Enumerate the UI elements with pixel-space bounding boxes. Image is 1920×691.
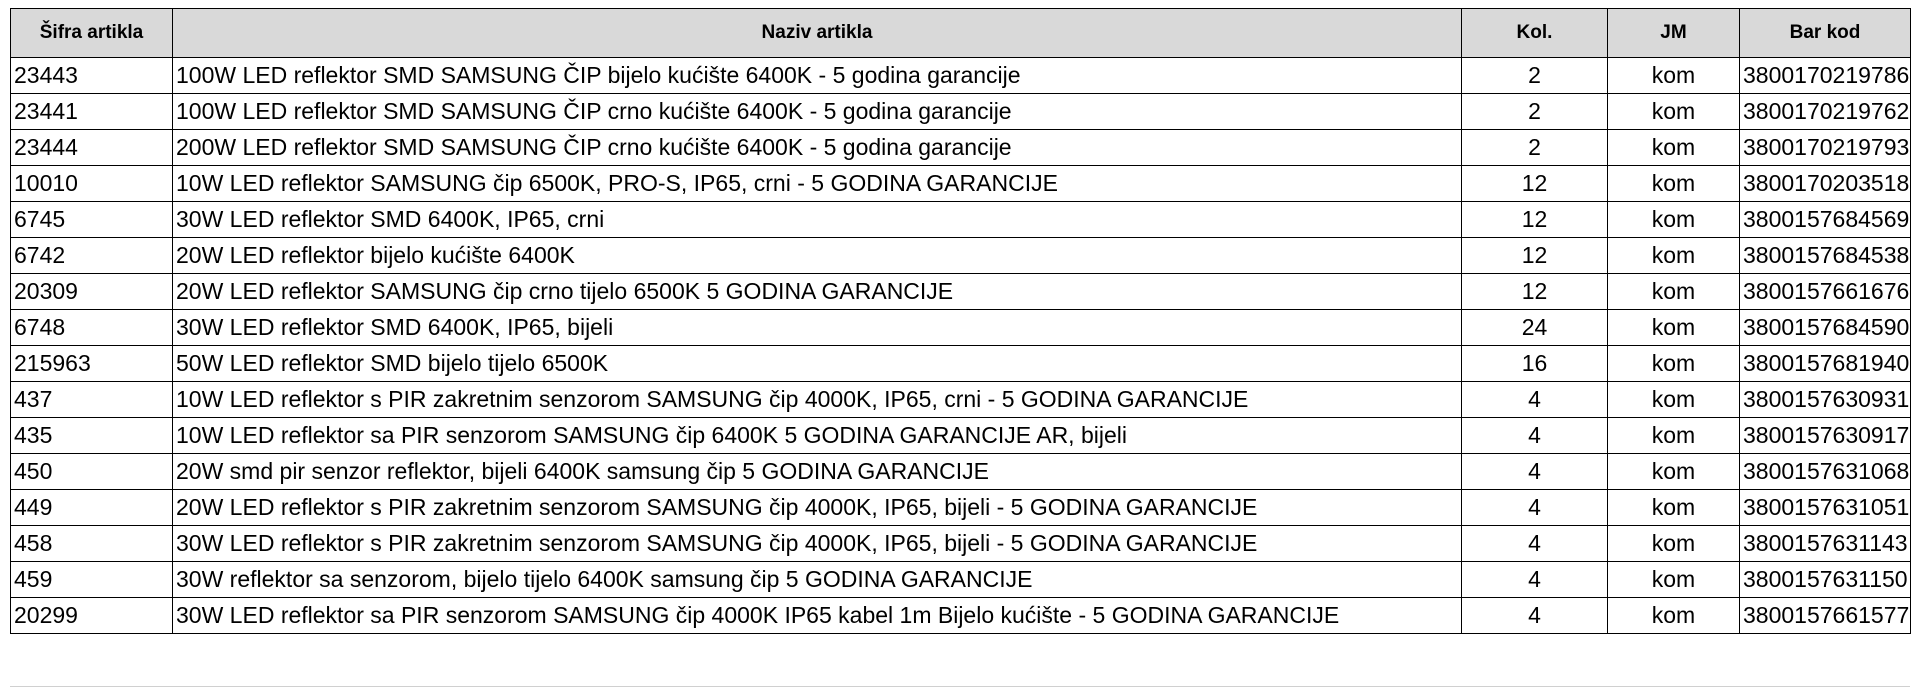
cell-code[interactable]: 435 bbox=[11, 418, 173, 454]
cell-barcode[interactable]: 3800157630931 bbox=[1740, 382, 1911, 418]
articles-table bbox=[10, 8, 1911, 634]
cell-code[interactable]: 459 bbox=[11, 562, 173, 598]
cell-qty[interactable]: 4 bbox=[1462, 418, 1608, 454]
table-row[interactable] bbox=[11, 526, 1911, 562]
header-cell-qty[interactable]: Kol. bbox=[1462, 9, 1608, 58]
cell-barcode[interactable]: 3800170203518 bbox=[1740, 166, 1911, 202]
table-row[interactable] bbox=[11, 274, 1911, 310]
cell-qty[interactable]: 4 bbox=[1462, 526, 1608, 562]
cell-code[interactable]: 449 bbox=[11, 490, 173, 526]
cell-barcode[interactable]: 3800170219793 bbox=[1740, 130, 1911, 166]
cell-name[interactable]: 100W LED reflektor SMD SAMSUNG ČIP bijelo kućište 6400K - 5 godina garancije bbox=[173, 58, 1462, 94]
cell-name[interactable]: 30W LED reflektor sa PIR senzorom SAMSUNG čip 4000K IP65 kabel 1m Bijelo kućište - 5 GODINA GARANCIJE bbox=[173, 598, 1462, 634]
cell-name[interactable]: 20W LED reflektor bijelo kućište 6400K bbox=[173, 238, 1462, 274]
cell-code[interactable]: 6742 bbox=[11, 238, 173, 274]
cell-name[interactable]: 100W LED reflektor SMD SAMSUNG ČIP crno kućište 6400K - 5 godina garancije bbox=[173, 94, 1462, 130]
cell-qty[interactable]: 2 bbox=[1462, 58, 1608, 94]
cell-unit[interactable]: kom bbox=[1608, 454, 1740, 490]
cell-code[interactable]: 23444 bbox=[11, 130, 173, 166]
cell-name[interactable]: 30W LED reflektor SMD 6400K, IP65, crni bbox=[173, 202, 1462, 238]
cell-barcode[interactable]: 3800157631051 bbox=[1740, 490, 1911, 526]
cell-name[interactable]: 30W LED reflektor s PIR zakretnim senzorom SAMSUNG čip 4000K, IP65, bijeli - 5 GODINA GARANCIJE bbox=[173, 526, 1462, 562]
cell-unit[interactable]: kom bbox=[1608, 418, 1740, 454]
cell-code[interactable]: 10010 bbox=[11, 166, 173, 202]
cell-code[interactable]: 458 bbox=[11, 526, 173, 562]
cell-code[interactable]: 6745 bbox=[11, 202, 173, 238]
cell-code[interactable]: 437 bbox=[11, 382, 173, 418]
cell-barcode[interactable]: 3800170219786 bbox=[1740, 58, 1911, 94]
table-row[interactable] bbox=[11, 598, 1911, 634]
cell-qty[interactable]: 24 bbox=[1462, 310, 1608, 346]
table-row[interactable] bbox=[11, 130, 1911, 166]
cell-barcode[interactable]: 3800157684569 bbox=[1740, 202, 1911, 238]
cell-qty[interactable]: 4 bbox=[1462, 454, 1608, 490]
cell-name[interactable]: 10W LED reflektor sa PIR senzorom SAMSUNG čip 6400K 5 GODINA GARANCIJE AR, bijeli bbox=[173, 418, 1462, 454]
cell-unit[interactable]: kom bbox=[1608, 130, 1740, 166]
cell-qty[interactable]: 4 bbox=[1462, 598, 1608, 634]
cell-code[interactable]: 20299 bbox=[11, 598, 173, 634]
header-cell-name[interactable]: Naziv artikla bbox=[173, 9, 1462, 58]
header-cell-unit[interactable]: JM bbox=[1608, 9, 1740, 58]
table-body bbox=[11, 58, 1911, 634]
table-row[interactable] bbox=[11, 310, 1911, 346]
table-row[interactable] bbox=[11, 490, 1911, 526]
cell-code[interactable]: 23441 bbox=[11, 94, 173, 130]
cell-code[interactable]: 23443 bbox=[11, 58, 173, 94]
cell-barcode[interactable]: 3800157684538 bbox=[1740, 238, 1911, 274]
cell-barcode[interactable]: 3800170219762 bbox=[1740, 94, 1911, 130]
cell-name[interactable]: 10W LED reflektor s PIR zakretnim senzorom SAMSUNG čip 4000K, IP65, crni - 5 GODINA GARANCIJE bbox=[173, 382, 1462, 418]
cell-name[interactable]: 20W smd pir senzor reflektor, bijeli 6400K samsung čip 5 GODINA GARANCIJE bbox=[173, 454, 1462, 490]
cell-unit[interactable]: kom bbox=[1608, 310, 1740, 346]
cell-code[interactable]: 215963 bbox=[11, 346, 173, 382]
cell-name[interactable]: 10W LED reflektor SAMSUNG čip 6500K, PRO-S, IP65, crni - 5 GODINA GARANCIJE bbox=[173, 166, 1462, 202]
cell-barcode[interactable]: 3800157661577 bbox=[1740, 598, 1911, 634]
table-row[interactable] bbox=[11, 382, 1911, 418]
cell-unit[interactable]: kom bbox=[1608, 598, 1740, 634]
cell-unit[interactable]: kom bbox=[1608, 526, 1740, 562]
cell-code[interactable]: 20309 bbox=[11, 274, 173, 310]
cell-unit[interactable]: kom bbox=[1608, 166, 1740, 202]
cell-barcode[interactable]: 3800157684590 bbox=[1740, 310, 1911, 346]
header-row bbox=[11, 9, 1911, 58]
cell-unit[interactable]: kom bbox=[1608, 562, 1740, 598]
cell-qty[interactable]: 12 bbox=[1462, 274, 1608, 310]
cell-name[interactable]: 200W LED reflektor SMD SAMSUNG ČIP crno kućište 6400K - 5 godina garancije bbox=[173, 130, 1462, 166]
cell-code[interactable]: 6748 bbox=[11, 310, 173, 346]
cell-unit[interactable]: kom bbox=[1608, 58, 1740, 94]
table-row[interactable] bbox=[11, 454, 1911, 490]
header-cell-code[interactable]: Šifra artikla bbox=[11, 9, 173, 58]
cell-qty[interactable]: 4 bbox=[1462, 382, 1608, 418]
cell-unit[interactable]: kom bbox=[1608, 238, 1740, 274]
cell-barcode[interactable]: 3800157681940 bbox=[1740, 346, 1911, 382]
cell-barcode[interactable]: 3800157631143 bbox=[1740, 526, 1911, 562]
divider bbox=[10, 686, 1910, 687]
cell-unit[interactable]: kom bbox=[1608, 94, 1740, 130]
cell-qty[interactable]: 16 bbox=[1462, 346, 1608, 382]
cell-barcode[interactable]: 3800157630917 bbox=[1740, 418, 1911, 454]
table-row[interactable] bbox=[11, 418, 1911, 454]
table-row[interactable] bbox=[11, 238, 1911, 274]
cell-unit[interactable]: kom bbox=[1608, 382, 1740, 418]
cell-barcode[interactable]: 3800157631150 bbox=[1740, 562, 1911, 598]
cell-qty[interactable]: 12 bbox=[1462, 238, 1608, 274]
cell-unit[interactable]: kom bbox=[1608, 346, 1740, 382]
table-row[interactable] bbox=[11, 94, 1911, 130]
cell-name[interactable]: 50W LED reflektor SMD bijelo tijelo 6500K bbox=[173, 346, 1462, 382]
cell-name[interactable]: 20W LED reflektor s PIR zakretnim senzorom SAMSUNG čip 4000K, IP65, bijeli - 5 GODINA GARANCIJE bbox=[173, 490, 1462, 526]
header-cell-barcode[interactable]: Bar kod bbox=[1740, 9, 1911, 58]
cell-name[interactable]: 20W LED reflektor SAMSUNG čip crno tijelo 6500K 5 GODINA GARANCIJE bbox=[173, 274, 1462, 310]
cell-qty[interactable]: 2 bbox=[1462, 94, 1608, 130]
table-row[interactable] bbox=[11, 562, 1911, 598]
cell-code[interactable]: 450 bbox=[11, 454, 173, 490]
cell-qty[interactable]: 4 bbox=[1462, 562, 1608, 598]
cell-qty[interactable]: 4 bbox=[1462, 490, 1608, 526]
table-row[interactable] bbox=[11, 202, 1911, 238]
cell-barcode[interactable]: 3800157631068 bbox=[1740, 454, 1911, 490]
table-row[interactable] bbox=[11, 58, 1911, 94]
cell-unit[interactable]: kom bbox=[1608, 202, 1740, 238]
cell-unit[interactable]: kom bbox=[1608, 274, 1740, 310]
cell-name[interactable]: 30W reflektor sa senzorom, bijelo tijelo 6400K samsung čip 5 GODINA GARANCIJE bbox=[173, 562, 1462, 598]
cell-qty[interactable]: 12 bbox=[1462, 166, 1608, 202]
table-row[interactable] bbox=[11, 166, 1911, 202]
cell-barcode[interactable]: 3800157661676 bbox=[1740, 274, 1911, 310]
cell-qty[interactable]: 12 bbox=[1462, 202, 1608, 238]
table-row[interactable] bbox=[11, 346, 1911, 382]
cell-unit[interactable]: kom bbox=[1608, 490, 1740, 526]
cell-name[interactable]: 30W LED reflektor SMD 6400K, IP65, bijeli bbox=[173, 310, 1462, 346]
cell-qty[interactable]: 2 bbox=[1462, 130, 1608, 166]
